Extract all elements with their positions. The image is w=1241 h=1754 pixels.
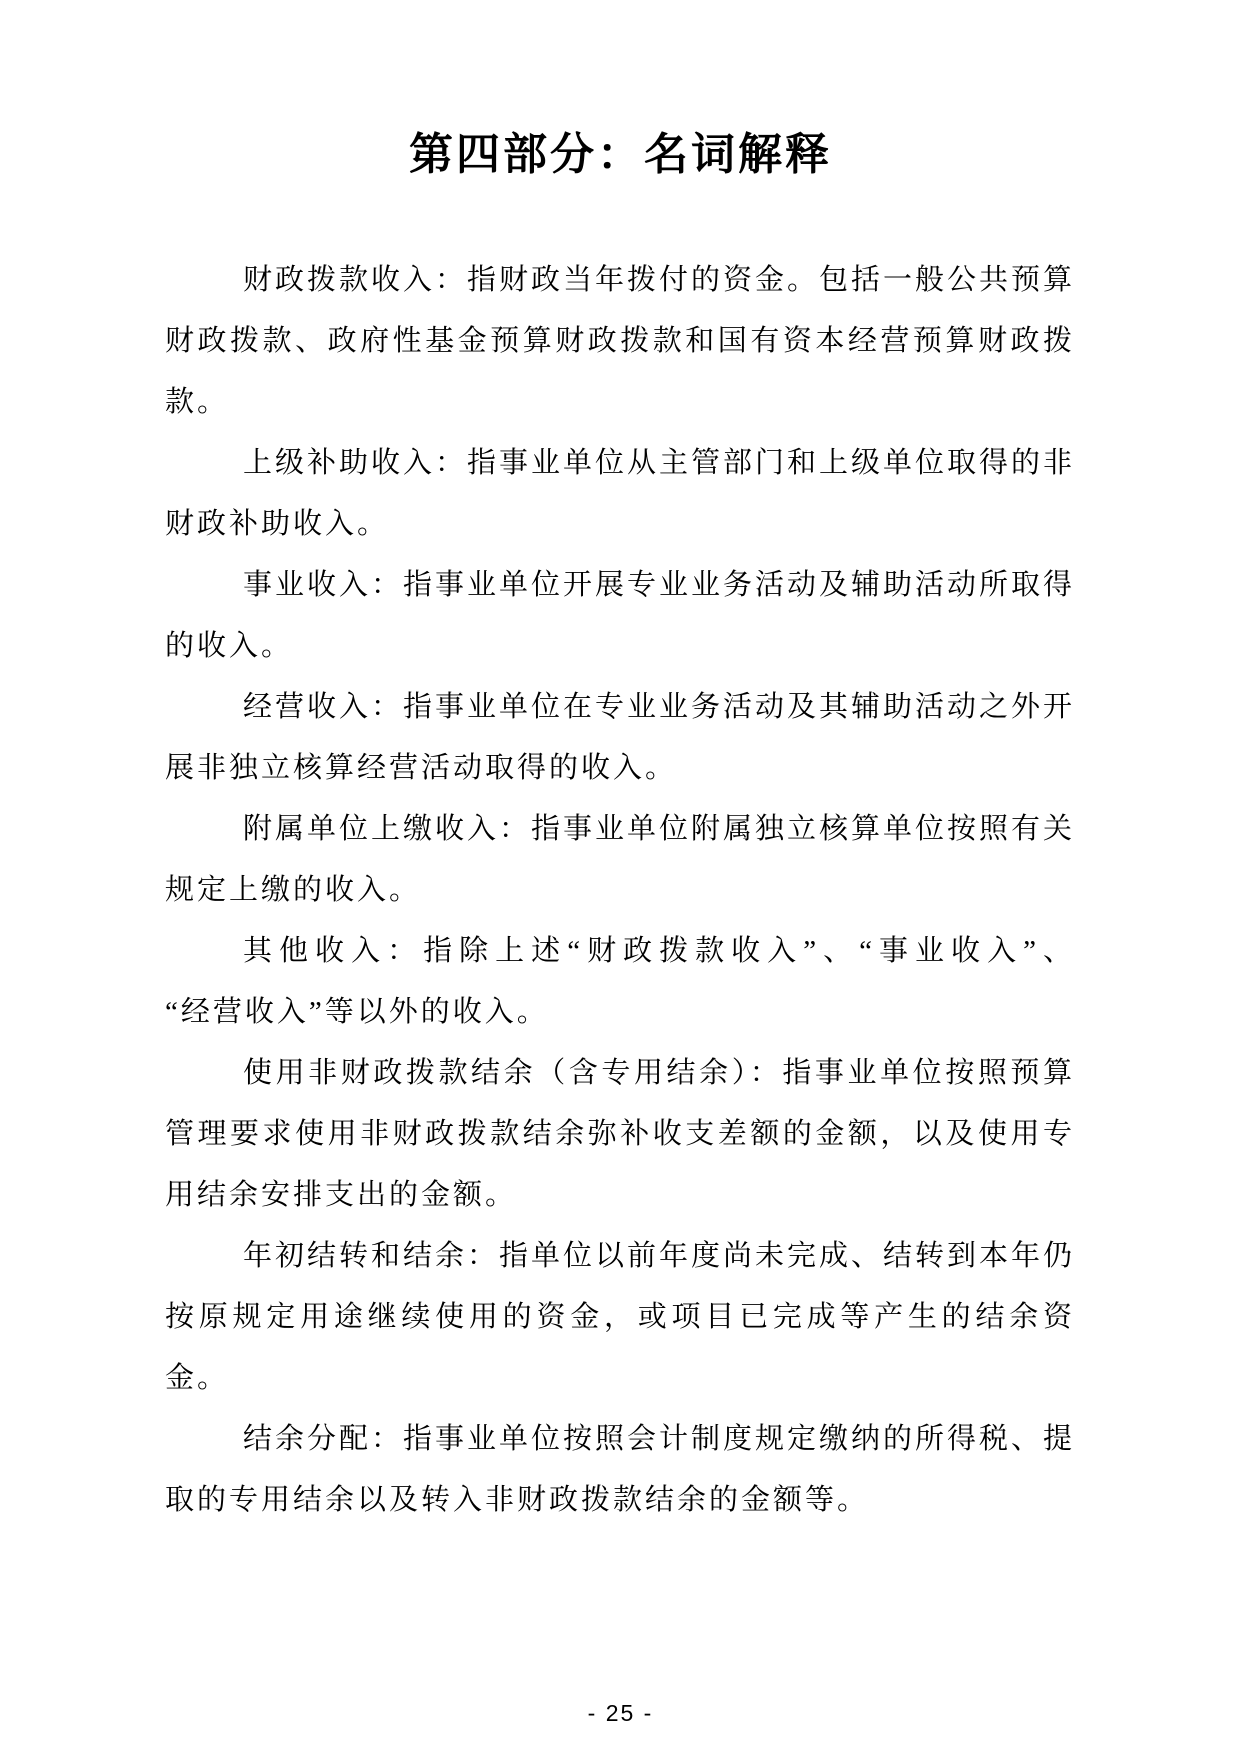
text-line: 结余分配：指事业单位按照会计制度规定缴纳的所得税、提 <box>243 1423 1075 1455</box>
paragraph <box>165 433 1075 555</box>
text-line: “经营收入”等以外的收入。 <box>165 996 549 1028</box>
paragraph <box>165 555 1075 677</box>
text-line: 按原规定用途继续使用的资金，或项目已完成等产生的结余资 <box>165 1301 1075 1333</box>
text-line: 事业收入：指事业单位开展专业业务活动及辅助活动所取得 <box>243 569 1075 601</box>
text-line: 其他收入：指除上述“财政拨款收入”、“事业收入”、 <box>243 935 1075 967</box>
text-line: 金。 <box>165 1362 230 1394</box>
paragraph <box>165 799 1075 921</box>
text-line: 财政拨款收入：指财政当年拨付的资金。包括一般公共预算 <box>243 264 1075 296</box>
text-line: 财政补助收入。 <box>165 508 390 540</box>
text-line: 管理要求使用非财政拨款结余弥补收支差额的金额，以及使用专 <box>165 1118 1075 1150</box>
page-title: 第四部分：名词解释 <box>409 130 832 179</box>
text-line: 展非独立核算经营活动取得的收入。 <box>165 752 678 784</box>
text-line: 年初结转和结余：指单位以前年度尚未完成、结转到本年仍 <box>243 1240 1075 1272</box>
paragraph <box>165 1409 1075 1531</box>
paragraph <box>165 677 1075 799</box>
paragraph <box>165 250 1075 433</box>
text-line: 用结余安排支出的金额。 <box>165 1179 518 1211</box>
text-line: 取的专用结余以及转入非财政拨款结余的金额等。 <box>165 1484 870 1516</box>
document-body <box>165 250 1075 1531</box>
text-line: 的收入。 <box>165 630 294 662</box>
text-line: 使用非财政拨款结余（含专用结余）：指事业单位按照预算 <box>243 1057 1075 1089</box>
text-line: 上级补助收入：指事业单位从主管部门和上级单位取得的非 <box>243 447 1075 479</box>
paragraph <box>165 921 1075 1043</box>
page-number: - 25 - <box>587 1700 654 1726</box>
paragraph <box>165 1226 1075 1409</box>
text-line: 规定上缴的收入。 <box>165 874 422 906</box>
text-line: 财政拨款、政府性基金预算财政拨款和国有资本经营预算财政拨 <box>165 325 1075 357</box>
text-line: 附属单位上缴收入：指事业单位附属独立核算单位按照有关 <box>243 813 1075 845</box>
text-line: 款。 <box>165 386 230 418</box>
paragraph <box>165 1043 1075 1226</box>
text-line: 经营收入：指事业单位在专业业务活动及其辅助活动之外开 <box>243 691 1075 723</box>
